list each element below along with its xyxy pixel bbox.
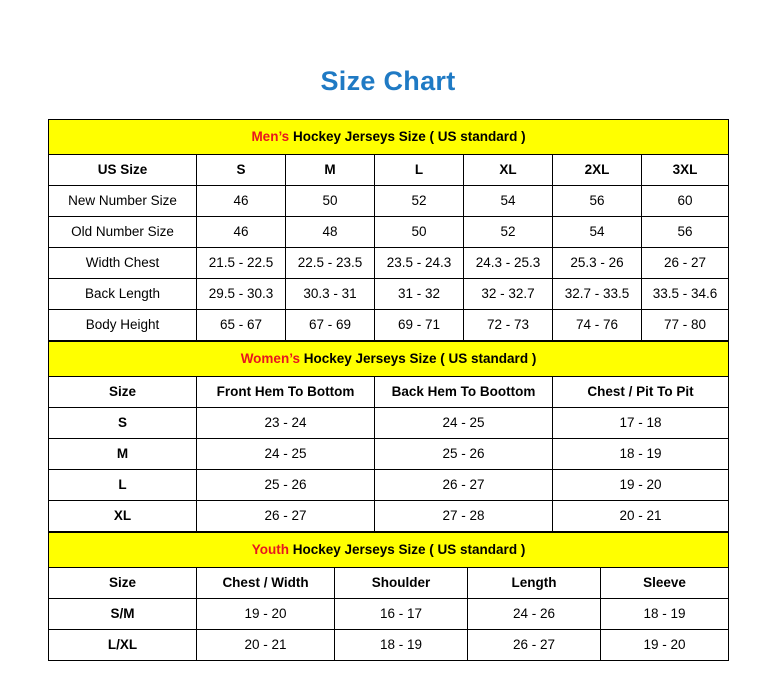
mens-row-label: Body Height bbox=[49, 310, 197, 341]
womens-cell: 26 - 27 bbox=[197, 501, 375, 532]
youth-band-accent: Youth bbox=[251, 542, 289, 558]
mens-row-label: New Number Size bbox=[49, 186, 197, 217]
mens-cell: 22.5 - 23.5 bbox=[286, 248, 375, 279]
mens-cell: 52 bbox=[464, 217, 553, 248]
mens-header-cell: 2XL bbox=[553, 155, 642, 186]
mens-cell: 77 - 80 bbox=[642, 310, 729, 341]
mens-cell: 69 - 71 bbox=[375, 310, 464, 341]
table-row bbox=[49, 186, 729, 217]
youth-cell: 24 - 26 bbox=[468, 599, 601, 630]
womens-cell: 18 - 19 bbox=[553, 439, 729, 470]
womens-row-label: XL bbox=[49, 501, 197, 532]
youth-header-cell: Size bbox=[49, 568, 197, 599]
table-header-row bbox=[49, 155, 729, 186]
mens-header-cell: US Size bbox=[49, 155, 197, 186]
womens-cell: 25 - 26 bbox=[375, 439, 553, 470]
mens-header-cell: M bbox=[286, 155, 375, 186]
mens-row-label: Back Length bbox=[49, 279, 197, 310]
mens-cell: 56 bbox=[642, 217, 729, 248]
womens-header-cell: Chest / Pit To Pit bbox=[553, 377, 729, 408]
mens-cell: 46 bbox=[197, 186, 286, 217]
table-row bbox=[49, 439, 729, 470]
table-row bbox=[49, 248, 729, 279]
womens-cell: 24 - 25 bbox=[375, 408, 553, 439]
mens-cell: 32.7 - 33.5 bbox=[553, 279, 642, 310]
table-row bbox=[49, 470, 729, 501]
mens-cell: 65 - 67 bbox=[197, 310, 286, 341]
youth-cell: 16 - 17 bbox=[335, 599, 468, 630]
table-band-row bbox=[49, 533, 729, 568]
mens-cell: 30.3 - 31 bbox=[286, 279, 375, 310]
womens-header-cell: Size bbox=[49, 377, 197, 408]
mens-cell: 23.5 - 24.3 bbox=[375, 248, 464, 279]
youth-band-label bbox=[49, 533, 729, 568]
table-row bbox=[49, 501, 729, 532]
mens-cell: 74 - 76 bbox=[553, 310, 642, 341]
womens-header-cell: Back Hem To Boottom bbox=[375, 377, 553, 408]
mens-cell: 56 bbox=[553, 186, 642, 217]
mens-header-cell: S bbox=[197, 155, 286, 186]
womens-band-accent: Women’s bbox=[240, 351, 300, 367]
size-chart-container bbox=[48, 119, 728, 661]
womens-cell: 24 - 25 bbox=[197, 439, 375, 470]
youth-header-cell: Shoulder bbox=[335, 568, 468, 599]
mens-cell: 33.5 - 34.6 bbox=[642, 279, 729, 310]
mens-cell: 60 bbox=[642, 186, 729, 217]
womens-cell: 19 - 20 bbox=[553, 470, 729, 501]
mens-cell: 54 bbox=[464, 186, 553, 217]
youth-cell: 19 - 20 bbox=[197, 599, 335, 630]
mens-band-label bbox=[49, 120, 729, 155]
womens-cell: 25 - 26 bbox=[197, 470, 375, 501]
table-row bbox=[49, 630, 729, 661]
mens-cell: 52 bbox=[375, 186, 464, 217]
mens-cell: 25.3 - 26 bbox=[553, 248, 642, 279]
mens-cell: 72 - 73 bbox=[464, 310, 553, 341]
mens-header-cell: XL bbox=[464, 155, 553, 186]
youth-size-table bbox=[48, 532, 729, 661]
mens-cell: 50 bbox=[286, 186, 375, 217]
womens-band-label bbox=[49, 342, 729, 377]
mens-cell: 32 - 32.7 bbox=[464, 279, 553, 310]
mens-band-rest: Hockey Jerseys Size ( US standard ) bbox=[289, 129, 526, 145]
mens-cell: 24.3 - 25.3 bbox=[464, 248, 553, 279]
mens-header-cell: 3XL bbox=[642, 155, 729, 186]
youth-cell: 18 - 19 bbox=[601, 599, 729, 630]
table-band-row bbox=[49, 342, 729, 377]
womens-cell: 17 - 18 bbox=[553, 408, 729, 439]
mens-cell: 50 bbox=[375, 217, 464, 248]
youth-cell: 20 - 21 bbox=[197, 630, 335, 661]
youth-cell: 26 - 27 bbox=[468, 630, 601, 661]
mens-size-table bbox=[48, 119, 729, 341]
womens-size-table bbox=[48, 341, 729, 532]
mens-cell: 46 bbox=[197, 217, 286, 248]
womens-row-label: M bbox=[49, 439, 197, 470]
mens-cell: 54 bbox=[553, 217, 642, 248]
mens-row-label: Width Chest bbox=[49, 248, 197, 279]
page-title: Size Chart bbox=[320, 66, 456, 96]
youth-row-label: L/XL bbox=[49, 630, 197, 661]
youth-header-cell: Chest / Width bbox=[197, 568, 335, 599]
youth-cell: 19 - 20 bbox=[601, 630, 729, 661]
table-row bbox=[49, 599, 729, 630]
table-row bbox=[49, 217, 729, 248]
youth-header-cell: Sleeve bbox=[601, 568, 729, 599]
womens-header-cell: Front Hem To Bottom bbox=[197, 377, 375, 408]
table-header-row bbox=[49, 568, 729, 599]
table-row bbox=[49, 408, 729, 439]
youth-band-rest: Hockey Jerseys Size ( US standard ) bbox=[288, 542, 526, 558]
mens-cell: 48 bbox=[286, 217, 375, 248]
womens-row-label: S bbox=[49, 408, 197, 439]
womens-row-label: L bbox=[49, 470, 197, 501]
womens-band-rest: Hockey Jerseys Size ( US standard ) bbox=[299, 351, 537, 367]
womens-cell: 27 - 28 bbox=[375, 501, 553, 532]
youth-row-label: S/M bbox=[49, 599, 197, 630]
table-band-row bbox=[49, 120, 729, 155]
mens-row-label: Old Number Size bbox=[49, 217, 197, 248]
womens-cell: 23 - 24 bbox=[197, 408, 375, 439]
mens-cell: 31 - 32 bbox=[375, 279, 464, 310]
table-row bbox=[49, 279, 729, 310]
mens-cell: 26 - 27 bbox=[642, 248, 729, 279]
mens-header-cell: L bbox=[375, 155, 464, 186]
table-header-row bbox=[49, 377, 729, 408]
youth-header-cell: Length bbox=[468, 568, 601, 599]
table-row bbox=[49, 310, 729, 341]
mens-band-accent: Men’s bbox=[251, 129, 290, 145]
womens-cell: 26 - 27 bbox=[375, 470, 553, 501]
mens-cell: 29.5 - 30.3 bbox=[197, 279, 286, 310]
mens-cell: 21.5 - 22.5 bbox=[197, 248, 286, 279]
mens-cell: 67 - 69 bbox=[286, 310, 375, 341]
youth-cell: 18 - 19 bbox=[335, 630, 468, 661]
womens-cell: 20 - 21 bbox=[553, 501, 729, 532]
